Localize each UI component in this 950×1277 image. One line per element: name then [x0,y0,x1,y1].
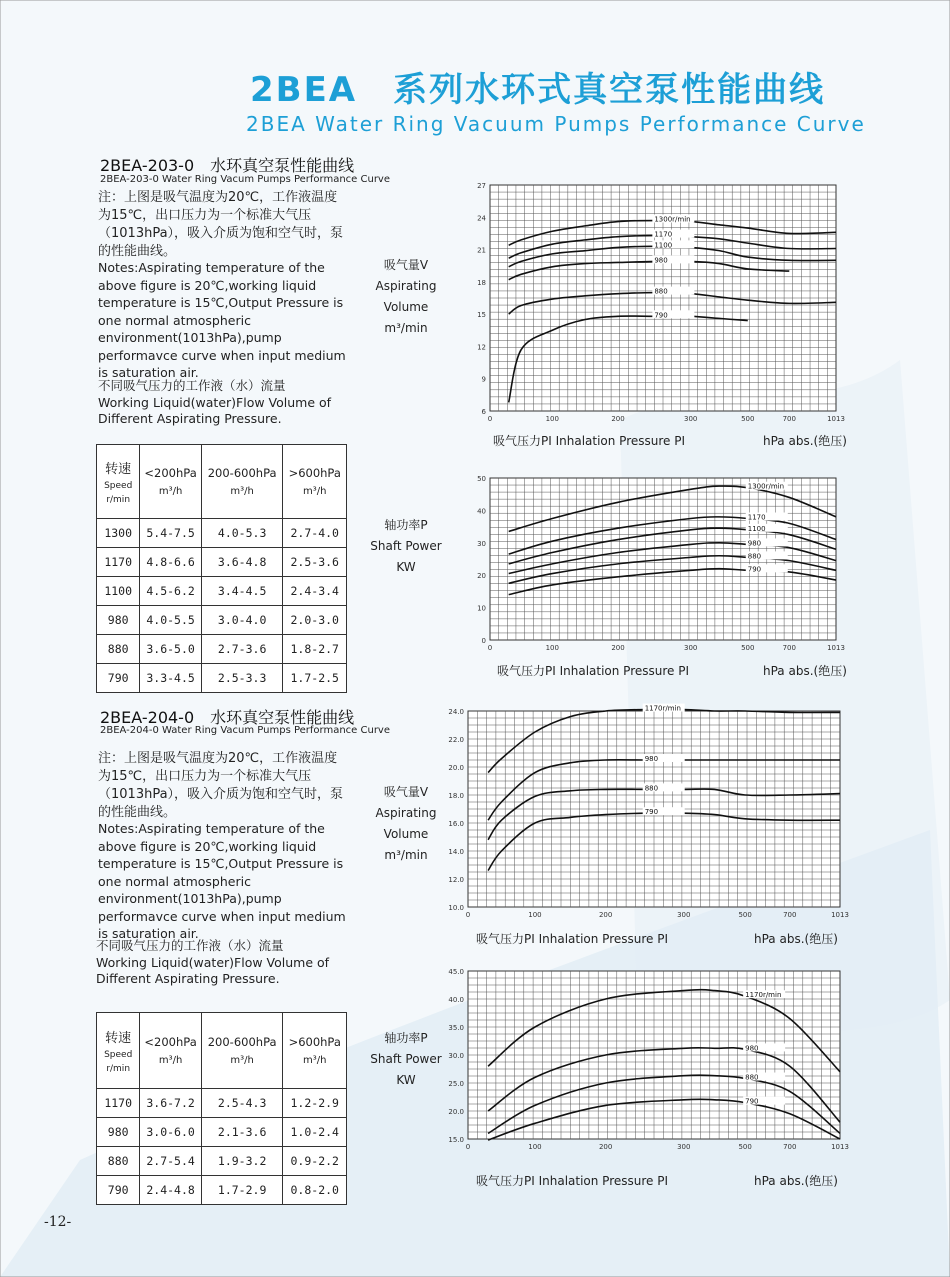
column-header: 200-600hPa m³/h [201,445,283,519]
y-tick-label: 30.0 [448,1052,464,1060]
x-tick-label: 1013 [831,1143,849,1151]
flow-cell: 2.4-4.8 [140,1176,201,1205]
y-tick-label: 20.0 [448,764,464,772]
speed-cell: 880 [97,635,140,664]
x-axis-label: 吸气压力PI Inhalation Pressure PI [493,434,686,448]
axis-label-power: 轴功率P Shaft Power KW [370,518,442,574]
x-tick-label: 700 [782,415,796,423]
flow-cell: 2.5-3.3 [201,664,283,693]
speed-cell: 790 [97,1176,140,1205]
series-label: 980 [745,1044,759,1053]
x-tick-label: 0 [465,911,471,919]
note-en: Notes:Aspirating temperature of the above figure is 20℃,working liquid temperature is 15℃,Output Pressure is one normal atmospheric environment(1013hPa),pump performavce curve when input medium is saturation air. [98,260,346,380]
speed-cell: 1170 [97,1089,140,1118]
y-tick-label: 12 [477,343,486,352]
x-tick-label: 0 [487,415,493,423]
axis-label-power: 轴功率P Shaft Power KW [370,1031,442,1087]
x-tick-label: 300 [677,1143,691,1151]
y-tick-label: 6 [481,408,486,416]
x-tick-label: 100 [545,644,559,652]
flow-cell: 2.7-3.6 [201,635,283,664]
table-row [97,635,347,664]
series-label: 880 [644,784,659,793]
x-tick-label: 700 [783,911,797,919]
x-tick-label: 200 [611,644,625,652]
x-axis-unit: hPa abs.(绝压) [754,932,838,946]
y-tick-label: 20.0 [448,1108,464,1116]
flow-cell: 1.0-2.4 [283,1118,347,1147]
flow-cell: 3.0-4.0 [201,606,283,635]
x-tick-label: 700 [783,1143,797,1151]
series-label: 1170r/min [644,704,681,713]
note-cn: 注：上图是吸气温度为20℃，工作液温度为15℃，出口压力为一个标准大气压（1013hPa），吸入介质为饱和空气时，泵的性能曲线。 [98,751,344,820]
series-label: 790 [654,311,668,320]
flow-title-en: Working Liquid(water)Flow Volume of Different Aspirating Pressure. [96,955,330,986]
y-tick-label: 22.0 [448,736,464,744]
model-title: 2BEA-203-0 水环真空泵性能曲线 [100,156,355,175]
y-tick-label: 21 [477,246,486,255]
speed-cell: 790 [97,664,140,693]
y-tick-label: 0 [481,637,486,645]
y-tick-label: 18.0 [448,792,464,800]
flow-cell: 1.7-2.9 [201,1176,283,1205]
y-tick-label: 9 [481,375,486,384]
table-row [97,1089,347,1118]
y-tick-label: 40 [477,507,486,516]
speed-header: 转速 Speed r/min [97,1013,140,1089]
flow-cell: 3.6-7.2 [140,1089,201,1118]
flow-cell: 2.5-4.3 [201,1089,283,1118]
table-row [97,606,347,635]
series-label: 980 [644,755,659,763]
table-row [97,1147,347,1176]
y-tick-label: 50 [477,475,486,483]
x-tick-label: 300 [683,644,698,652]
page-title-en: 2BEA Water Ring Vacuum Pumps Performance Curve [246,112,866,136]
flow-cell: 0.8-2.0 [283,1176,347,1205]
flow-cell: 4.5-6.2 [140,577,201,606]
y-tick-label: 10 [477,604,486,613]
flow-title-en: Working Liquid(water)Flow Volume of Different Aspirating Pressure. [98,395,332,426]
column-header: <200hPa m³/h [140,445,201,519]
series-label: 1300r/min [747,482,785,491]
table-row [97,1118,347,1147]
flow-cell: 3.0-6.0 [140,1118,201,1147]
series-label: 790 [644,808,659,817]
flow-cell: 0.9-2.2 [283,1147,347,1176]
x-tick-label: 700 [782,644,796,652]
series-label: 1170 [654,230,673,239]
y-tick-label: 10.0 [448,904,464,912]
flow-cell: 1.2-2.9 [283,1089,347,1118]
table-row [97,577,347,606]
model-title: 2BEA-204-0 水环真空泵性能曲线 [100,708,355,727]
series-label: 1300r/min [654,215,691,224]
flow-cell: 4.8-6.6 [140,548,201,577]
table-row [97,1176,347,1205]
flow-cell: 1.7-2.5 [283,664,347,693]
x-axis-label: 吸气压力PI Inhalation Pressure PI [476,1174,669,1188]
flow-table [96,444,347,693]
axis-label-volume: 吸气量V Aspirating Volume m³/min [375,258,437,335]
flow-title-cn: 不同吸气压力的工作液（水）流量 [96,938,284,953]
x-axis-label: 吸气压力PI Inhalation Pressure PI [476,932,669,946]
flow-cell: 2.0-3.0 [283,606,347,635]
series-label: 1100 [747,524,766,533]
speed-cell: 1170 [97,548,140,577]
x-tick-label: 1013 [827,644,845,652]
speed-cell: 980 [97,606,140,635]
volume-chart-203 [460,175,850,425]
x-tick-label: 100 [528,1143,542,1151]
column-header: 200-600hPa m³/h [201,1013,283,1089]
x-tick-label: 0 [487,644,493,652]
x-axis-unit: hPa abs.(绝压) [754,1174,838,1188]
flow-cell: 2.7-4.0 [283,519,347,548]
axis-label-volume: 吸气量V Aspirating Volume m³/min [375,785,437,862]
flow-cell: 4.0-5.3 [201,519,283,548]
flow-cell: 1.8-2.7 [283,635,347,664]
series-label: 980 [654,256,668,265]
y-tick-label: 27 [477,182,486,190]
y-tick-label: 35.0 [448,1024,464,1032]
y-tick-label: 24.0 [448,708,464,716]
speed-cell: 880 [97,1147,140,1176]
y-tick-label: 12.0 [448,876,464,884]
series-label: 1170 [747,513,766,522]
table-row [97,548,347,577]
x-axis-label: 吸气压力PI Inhalation Pressure PI [497,664,690,678]
flow-table [96,1012,347,1205]
flow-cell: 2.1-3.6 [201,1118,283,1147]
power-chart-204 [432,965,852,1161]
flow-cell: 2.5-3.6 [283,548,347,577]
speed-cell: 1100 [97,577,140,606]
flow-cell: 5.4-7.5 [140,519,201,548]
flow-cell: 3.6-4.8 [201,548,283,577]
speed-cell: 980 [97,1118,140,1147]
note-en: Notes:Aspirating temperature of the above figure is 20℃,working liquid temperature is 15℃,Output Pressure is one normal atmospheric environment(1013hPa),pump performavce curve when input medium is saturation air. [98,821,346,941]
speed-cell: 1300 [97,519,140,548]
flow-cell: 3.4-4.5 [201,577,283,606]
y-tick-label: 20 [477,572,486,581]
x-axis-unit: hPa abs.(绝压) [763,434,847,448]
x-tick-label: 500 [738,1143,752,1151]
y-tick-label: 15.0 [448,1136,464,1144]
y-tick-label: 14.0 [448,848,464,856]
x-tick-label: 300 [683,415,698,423]
column-header: >600hPa m³/h [283,1013,347,1089]
x-tick-label: 200 [598,1143,613,1151]
series-label: 880 [654,287,668,296]
x-tick-label: 200 [598,911,613,919]
column-header: >600hPa m³/h [283,445,347,519]
flow-cell: 2.4-3.4 [283,577,347,606]
column-header: <200hPa m³/h [140,1013,201,1089]
series-label: 880 [747,552,762,561]
series-label: 790 [747,565,762,574]
x-tick-label: 1013 [831,911,849,919]
y-tick-label: 25.0 [448,1080,464,1088]
y-tick-label: 30 [477,539,486,548]
volume-chart-204 [432,703,852,925]
flow-cell: 4.0-5.5 [140,606,201,635]
x-tick-label: 200 [611,415,625,423]
x-tick-label: 500 [741,644,755,652]
series-label: 1100 [654,241,673,250]
x-tick-label: 500 [741,415,755,423]
flow-title-cn: 不同吸气压力的工作液（水）流量 [98,378,286,393]
series-label: 980 [747,539,762,548]
y-tick-label: 16.0 [448,820,464,828]
table-row [97,519,347,548]
series-label: 790 [745,1097,759,1106]
flow-cell: 1.9-3.2 [201,1147,283,1176]
y-tick-label: 45.0 [448,968,464,976]
model-subtitle: 2BEA-204-0 Water Ring Vacum Pumps Performance Curve [100,725,391,736]
flow-cell: 3.3-4.5 [140,664,201,693]
y-tick-label: 40.0 [448,996,464,1004]
note-cn: 注：上图是吸气温度为20℃，工作液温度为15℃，出口压力为一个标准大气压（1013hPa），吸入介质为饱和空气时，泵的性能曲线。 [98,190,344,259]
page-number: -12- [44,1214,72,1230]
x-tick-label: 100 [545,415,559,423]
x-tick-label: 1013 [827,415,845,423]
model-subtitle: 2BEA-203-0 Water Ring Vacum Pumps Performance Curve [100,174,391,185]
y-tick-label: 15 [477,311,486,320]
flow-cell: 3.6-5.0 [140,635,201,664]
x-tick-label: 100 [528,911,542,919]
page-title: 2BEA 系列水环式真空泵性能曲线 [250,70,826,110]
series-label: 1170r/min [745,991,782,1000]
y-tick-label: 18 [477,278,486,287]
y-tick-label: 24 [477,214,486,223]
table-row [97,664,347,693]
series-label: 880 [745,1073,759,1082]
flow-cell: 2.7-5.4 [140,1147,201,1176]
speed-header: 转速 Speed r/min [97,445,140,519]
power-chart-203 [460,470,850,660]
x-axis-unit: hPa abs.(绝压) [763,664,847,678]
x-tick-label: 0 [465,1143,471,1151]
x-tick-label: 300 [677,911,691,919]
x-tick-label: 500 [738,911,752,919]
